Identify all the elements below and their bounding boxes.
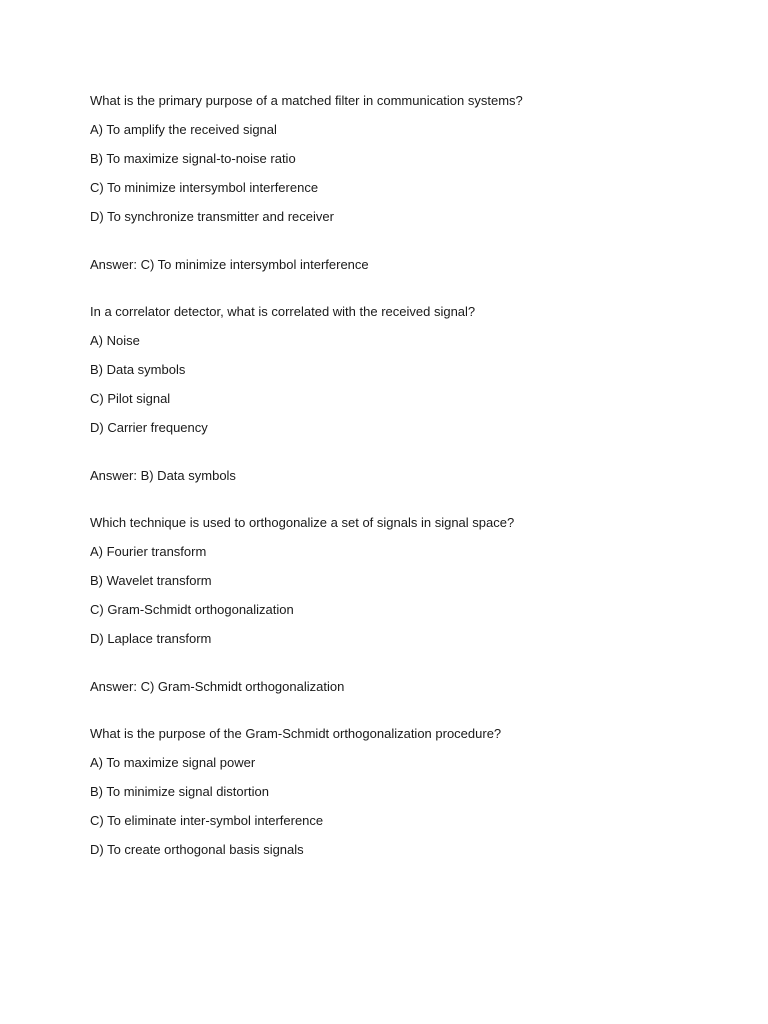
option-b: B) Data symbols (90, 362, 186, 377)
question-list (90, 92, 710, 870)
question-text: In a correlator detector, what is correlated with the received signal? (90, 304, 476, 319)
option-a: A) Fourier transform (90, 544, 207, 559)
option-a: A) Noise (90, 333, 140, 348)
option-d: D) Laplace transform (90, 631, 212, 646)
option-d: D) Carrier frequency (90, 420, 208, 435)
question-block-1 (90, 92, 710, 274)
option-a: A) To amplify the received signal (90, 122, 277, 137)
question-block-3 (90, 514, 710, 696)
option-c: C) To minimize intersymbol interference (90, 180, 319, 195)
question-block-4 (90, 725, 710, 859)
option-c: C) Gram-Schmidt orthogonalization (90, 602, 294, 617)
option-b: B) To minimize signal distortion (90, 784, 269, 799)
option-d: D) To create orthogonal basis signals (90, 842, 304, 857)
option-b: B) Wavelet transform (90, 573, 212, 588)
question-text: Which technique is used to orthogonalize a set of signals in signal space? (90, 515, 515, 530)
option-b: B) To maximize signal-to-noise ratio (90, 151, 296, 166)
question-block-2 (90, 303, 710, 485)
question-text: What is the purpose of the Gram-Schmidt orthogonalization procedure? (90, 726, 502, 741)
option-a: A) To maximize signal power (90, 755, 256, 770)
answer-text: Answer: B) Data symbols (90, 468, 236, 483)
option-d: D) To synchronize transmitter and receiver (90, 209, 334, 224)
answer-text: Answer: C) Gram-Schmidt orthogonalization (90, 679, 345, 694)
option-c: C) Pilot signal (90, 391, 171, 406)
answer-text: Answer: C) To minimize intersymbol interference (90, 257, 369, 272)
option-c: C) To eliminate inter-symbol interference (90, 813, 324, 828)
question-text: What is the primary purpose of a matched filter in communication systems? (90, 93, 523, 108)
